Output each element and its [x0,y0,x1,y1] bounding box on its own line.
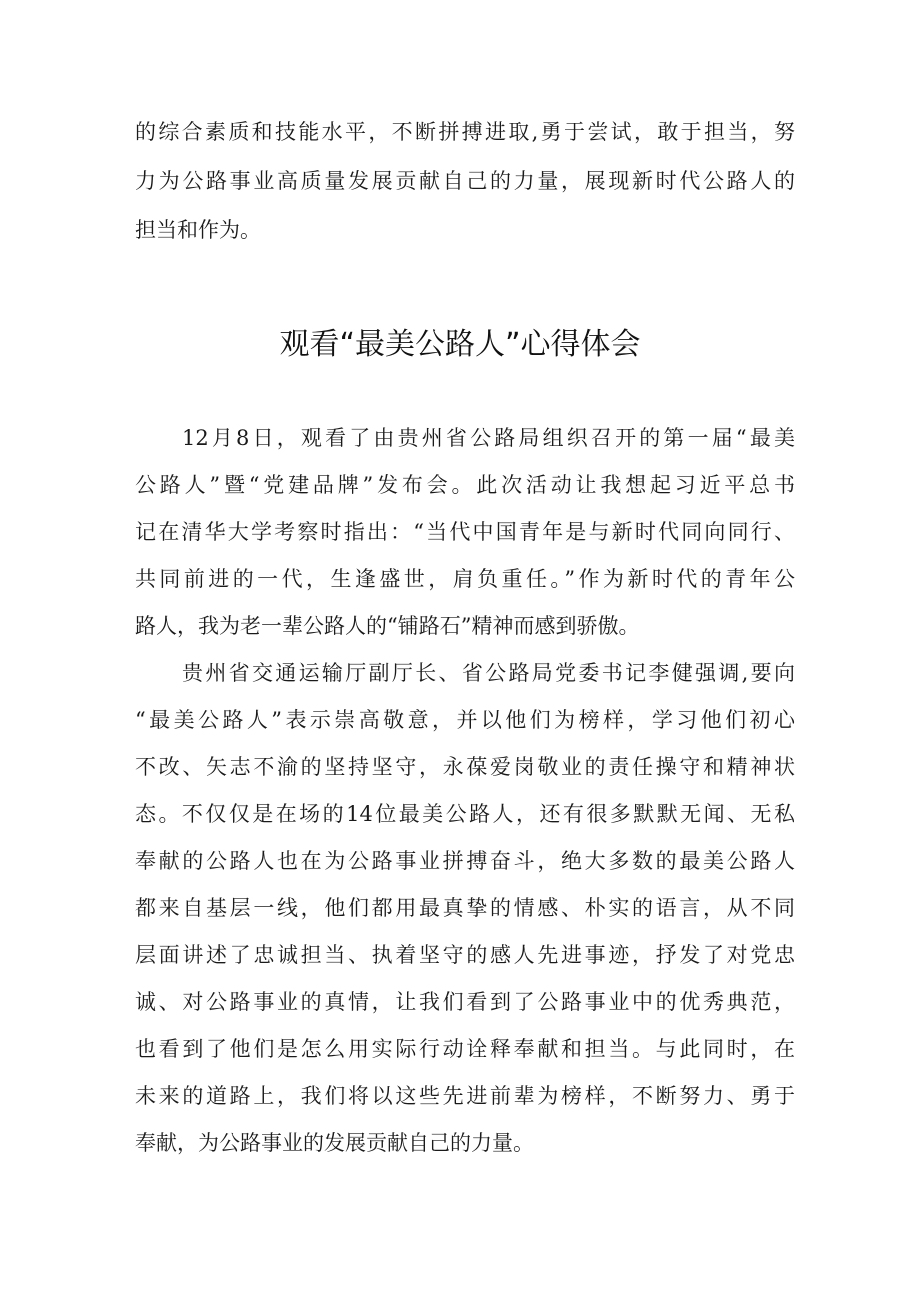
text-line: 态。不仅仅是在场的14位最美公路人，还有很多默默无闻、无私 [135,802,795,826]
text-line: 也看到了他们是怎么用实际行动诠释奉献和担当。与此同时，在 [135,1037,795,1061]
text-line: 不改、矢志不渝的坚持坚守，永葆爱岗敬业的责任操守和精神状 [135,755,795,779]
text-line: 诚、对公路事业的真情，让我们看到了公路事业中的优秀典范， [135,990,795,1014]
text-line: 力为公路事业高质量发展贡献自己的力量，展现新时代公路人的 [135,169,795,193]
text-line: 都来自基层一线，他们都用最真挚的情感、朴实的语言，从不同 [135,896,795,920]
text-line: 12月8日，观看了由贵州省公路局组织召开的第一届“最美 [182,426,795,450]
text-line: “最美公路人”表示崇高敬意，并以他们为榜样，学习他们初心 [135,708,795,732]
text-line: 路人，我为老一辈公路人的“铺路石”精神而感到骄傲。 [135,614,640,638]
text-line: 共同前进的一代，生逢盛世，肩负重任。”作为新时代的青年公 [135,567,795,591]
article-title: 观看“最美公路人”心得体会 [279,327,641,362]
text-line: 奉献，为公路事业的发展贡献自己的力量。 [135,1131,534,1155]
text-line: 记在清华大学考察时指出：“当代中国青年是与新时代同向同行、 [135,520,795,544]
text-line: 层面讲述了忠诚担当、执着坚守的感人先进事迹，抒发了对党忠 [135,943,795,967]
text-line: 担当和作为。 [135,218,261,242]
text-line: 奉献的公路人也在为公路事业拼搏奋斗，绝大多数的最美公路人 [135,849,795,873]
text-line: 公路人”暨“党建品牌”发布会。此次活动让我想起习近平总书 [135,473,795,497]
text-line: 贵州省交通运输厅副厅长、省公路局党委书记李健强调,要向 [182,661,795,685]
text-line: 未来的道路上，我们将以这些先进前辈为榜样，不断努力、勇于 [135,1084,795,1108]
text-line: 的综合素质和技能水平，不断拼搏进取,勇于尝试，敢于担当，努 [135,120,795,144]
